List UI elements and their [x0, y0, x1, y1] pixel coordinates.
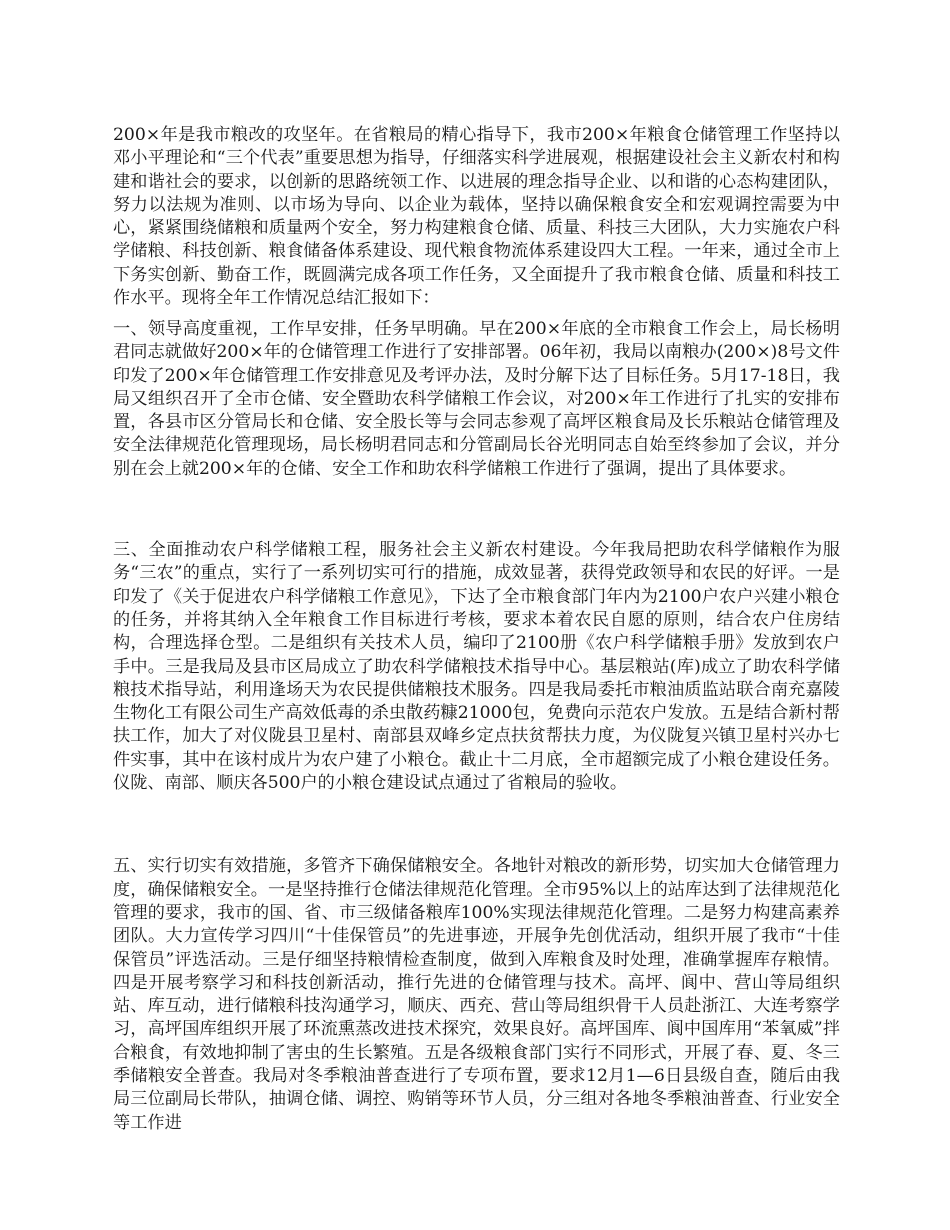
- section-3-paragraph: 三、全面推动农户科学储粮工程，服务社会主义新农村建设。今年我局把助农科学储粮作为服务“三农”的重点，实行了一系列切实可行的措施，成效显著，获得党政领导和农民的好评。一是印发了《关于促进农户科学储粮工作意见》，下达了全市粮食部门年内为2100户农户兴建小粮仓的任务，并将其纳入全年粮食工作目标进行考核，要求本着农民自愿的原则，结合农户住房结构，合理选择仓型。二是组织有关技术人员，编印了2100册《农户科学储粮手册》发放到农户手中。三是我局及县市区局成立了助农科学储粮技术指导中心。基层粮站(库)成立了助农科学储粮技术指导站，利用逢场天为农民提供储粮技术服务。四是我局委托市粮油质监站联合南充嘉陵生物化工有限公司生产高效低毒的杀虫散药糠21000包，免费向示范农户发放。五是结合新村帮扶工作，加大了对仪陇县卫星村、南部县双峰乡定点扶贫帮扶力度，为仪陇复兴镇卫星村兴办七件实事，其中在该村成片为农户建了小粮仓。截止十二月底，全市超额完成了小粮仓建设任务。仪陇、南部、顺庆各500户的小粮仓建设试点通过了省粮局的验收。: [113, 540, 840, 794]
- section-5-paragraph: 五、实行切实有效措施，多管齐下确保储粮安全。各地针对粮改的新形势，切实加大仓储管理力度，确保储粮安全。一是坚持推行仓储法律规范化管理。全市95%以上的站库达到了法律规范化管理的要求，我市的国、省、市三级储备粮库100%实现法律规范化管理。二是努力构建高素养团队。大力宣传学习四川“十佳保管员”的先进事迹，开展争先创优活动，组织开展了我市“十佳保管员”评选活动。三是仔细坚持粮情检查制度，做到入库粮食及时处理，准确掌握库存粮情。四是开展考察学习和科技创新活动，推行先进的仓储管理与技术。高坪、阆中、营山等局组织站、库互动，进行储粮科技沟通学习，顺庆、西充、营山等局组织骨干人员赴浙江、大连考察学习，高坪国库组织开展了环流熏蒸改进技术探究，效果良好。高坪国库、阆中国库用“苯氧威”拌合粮食，有效地抑制了害虫的生长繁殖。五是各级粮食部门实行不同形式，开展了春、夏、冬三季储粮安全普查。我局对冬季粮油普查进行了专项布置，要求12月1—6日县级自查，随后由我局三位副局长带队，抽调仓储、调控、购销等环节人员，分三组对各地冬季粮油普查、行业安全等工作进: [113, 856, 840, 1133]
- document-body: [113, 124, 840, 1135]
- section-1-paragraph: 一、领导高度重视，工作早安排，任务早明确。早在200×年底的全市粮食工作会上，局长杨明君同志就做好200×年的仓储管理工作进行了安排部署。06年初，我局以南粮办(200×)8号文件印发了200×年仓储管理工作安排意见及考评办法，及时分解下达了目标任务。5月17-18日，我局又组织召开了全市仓储、安全暨助农科学储粮工作会议，对200×年工作进行了扎实的安排布置，各县市区分管局长和仓储、安全股长等与会同志参观了高坪区粮食局及长乐粮站仓储管理及安全法律规范化管理现场，局长杨明君同志和分管副局长谷光明同志自始至终参加了会议，并分别在会上就200×年的仓储、安全工作和助农科学储粮工作进行了强调，提出了具体要求。: [113, 319, 840, 479]
- intro-paragraph: 200×年是我市粮改的攻坚年。在省粮局的精心指导下，我市200×年粮食仓储管理工作坚持以邓小平理论和“三个代表”重要思想为指导，仔细落实科学进展观，根据建设社会主义新农村和构建和谐社会的要求，以创新的思路统领工作、以进展的理念指导企业、以和谐的心态构建团队，努力以法规为准则、以市场为导向、以企业为载体，坚持以确保粮食安全和宏观调控需要为中心，紧紧围绕储粮和质量两个安全，努力构建粮食仓储、质量、科技三大团队，大力实施农户科学储粮、科技创新、粮食储备体系建设、现代粮食物流体系建设四大工程。一年来，通过全市上下务实创新、勤奋工作，既圆满完成各项工作任务，又全面提升了我市粮食仓储、质量和科技工作水平。现将全年工作情况总结汇报如下：: [113, 125, 840, 309]
